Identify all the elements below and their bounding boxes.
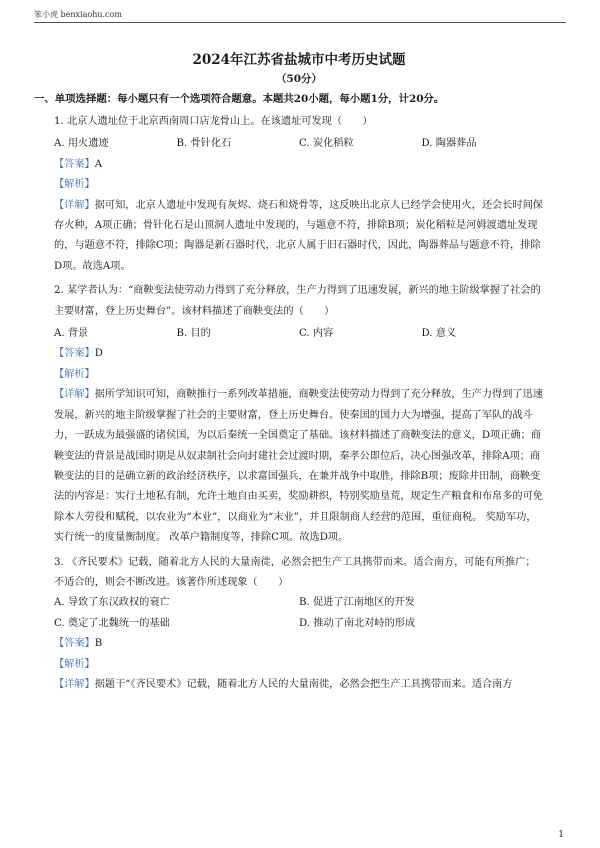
- detail-paragraph: [54, 385, 544, 548]
- detail-text: 据可知，北京人遗址中发现有灰烬、烧石和烧骨等，这反映出北京人已经学会使用火，还会长时间保存火种，A项正确；骨针化石是山顶洞人遗址中发现的，与题意不符，排除B项；炭化稻粒是河姆渡遗址发现的，与题意不符，排除C项；陶器是新石器时代，北京人属于旧石器时代，因此，陶器葬品与题意不符，排除D项。故选A项。: [54, 199, 543, 272]
- option-b: B. 目的: [176, 328, 211, 340]
- detail-text: 据所学知识可知，商鞅推行一系列改革措施，商鞅变法使劳动力得到了充分释放，生产力得到了迅速发展，新兴的地主阶级掌握了社会的主要财富，登上历史舞台。使秦国的国力大为增强，提高了军队的战斗力，一跃成为最强盛的诸侯国，为以后秦统一全国奠定了基础。该材料描述了商鞅变法的意义，D项正确；商鞅变法的背景是战国时期是从奴隶制社会向封建社会过渡时期，秦孝公即位后，决心图强改革，排除A项；商鞅变法的目的是确立新的政治经济秩序，以求富国强兵，在兼并战争中取胜，排除B项；废除井田制，商鞅变法的内容是：实行土地私有制，允许土地自由买卖，奖励耕织，特别奖励垦荒，规定生产粮食和布帛多的可免除本人劳役和赋税，以农业为“本业”，以商业为“末业”，并且限制商人经营的范围，重征商税。 奖励军功，实行统一的度量衡制度。 改革户籍制度等，排除C项。故选D项。: [54, 389, 543, 544]
- option-b: B. 骨针化石: [176, 138, 232, 150]
- question-stem: 1. 北京人遗址位于北京西南周口店龙骨山上。在该遗址可发现（ ）: [54, 116, 373, 127]
- detail-label: 【详解】: [54, 389, 95, 401]
- exam-document: [34, 50, 544, 695]
- answer-line: [54, 155, 544, 175]
- detail-paragraph: [54, 675, 544, 695]
- option-c: C. 炭化稻粒: [299, 138, 354, 150]
- detail-label: 【详解】: [54, 199, 95, 211]
- analysis-label: 【解析】: [54, 368, 95, 380]
- option-a: A. 用火遗迹: [54, 138, 109, 150]
- question-2: [54, 281, 544, 548]
- answer-value: A: [94, 158, 103, 170]
- answer-line: [54, 634, 544, 654]
- answer-value: B: [94, 638, 103, 650]
- option-a: A. 导致了东汉政权的衰亡: [54, 597, 170, 609]
- answer-label: 【答案】: [54, 158, 95, 170]
- option-a: A. 背景: [54, 328, 89, 340]
- detail-paragraph: [54, 196, 544, 278]
- analysis-label: 【解析】: [54, 179, 95, 191]
- option-list: [54, 324, 544, 344]
- option-d: D. 推动了南北对峙的形成: [299, 617, 416, 629]
- option-d: D. 意义: [421, 328, 457, 340]
- option-d: D. 陶器葬品: [421, 138, 477, 150]
- detail-label: 【详解】: [54, 678, 95, 690]
- option-c: C. 内容: [299, 328, 334, 340]
- page-number: 1: [558, 830, 564, 840]
- analysis-label: 【解析】: [54, 658, 95, 670]
- option-b: B. 促进了江南地区的开发: [299, 597, 415, 609]
- answer-label: 【答案】: [54, 638, 95, 650]
- option-list: [54, 593, 544, 634]
- header-divider: [34, 22, 566, 23]
- question-3: [54, 553, 544, 696]
- site-watermark: 笨小虎 benxiaohu.com: [34, 10, 122, 19]
- answer-label: 【答案】: [54, 348, 95, 360]
- page-title: 2024年江苏省盐城市中考历史试题: [192, 52, 406, 68]
- total-score: （50分）: [275, 73, 323, 85]
- question-stem: 2. 某学者认为：“商鞅变法使劳动力得到了充分释放，生产力得到了迅速发展，新兴的地主阶级掌握了社会的主要财富，登上历史舞台”。该材料描述了商鞅变法的（ ）: [54, 285, 541, 317]
- section-heading: 一、单项选择题：每小题只有一个选项符合题意。本题共20小题，每小题1分，计20分。: [34, 93, 445, 105]
- option-list: [54, 134, 544, 154]
- option-c: C. 奠定了北魏统一的基础: [54, 617, 170, 629]
- detail-text: 据题干“《齐民要术》记载，随着北方人民的大量南徙，必然会把生产工具携带而来。适合南方: [94, 678, 513, 690]
- answer-line: [54, 344, 544, 364]
- question-1: [54, 112, 544, 277]
- question-stem: 3. 《齐民要术》记载，随着北方人民的大量南徙，必然会把生产工具携带而来。适合南方，可能有所推广；不适合的，则会不断改进。该著作所述现象（ ）: [54, 556, 536, 588]
- answer-value: D: [94, 348, 103, 360]
